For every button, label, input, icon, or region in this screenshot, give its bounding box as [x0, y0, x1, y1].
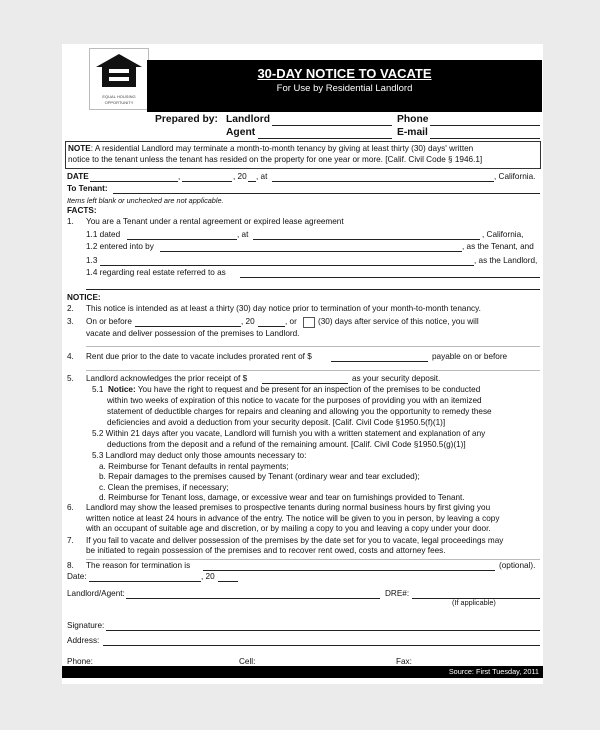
facts-num-1: 1. [67, 217, 74, 226]
divider-1 [86, 346, 540, 347]
fact-1-3-label: 1.3 [86, 256, 98, 265]
agent-label: Agent [226, 127, 256, 138]
notice-6-line2: written notice at least 24 hours in advance of the entry. The notice will be given to you in person, by leaving a copy [86, 514, 500, 523]
date-year-field[interactable] [248, 181, 256, 182]
facts-label: FACTS: [67, 206, 97, 215]
notice-num-6: 6. [67, 503, 74, 512]
lease-date-field[interactable] [127, 239, 237, 240]
fact-1-2-label: 1.2 entered into by [86, 242, 154, 251]
vacate-date-field[interactable] [135, 326, 241, 327]
notice-6-line3: with an occupant of suitable age and discretion, or by mailing a copy to you and leaving a copy under your door. [86, 524, 491, 533]
address-label: Address: [67, 636, 100, 645]
notice-8-reason: The reason for termination is [86, 561, 191, 570]
document-title: 30-DAY NOTICE TO VACATE [257, 66, 432, 81]
fact-1-1-dated: 1.1 dated [86, 230, 121, 239]
cell-label: Cell: [239, 657, 256, 666]
phone-field[interactable] [430, 125, 540, 126]
email-field[interactable] [430, 138, 540, 139]
real-estate-field-2[interactable] [86, 289, 540, 290]
fact-1-3-tail: , as the Landlord, [474, 256, 538, 265]
notice-6-line1: Landlord may show the leased premises to prospective tenants during normal business hours by first giving you [86, 503, 491, 512]
note-line-1: NOTE: A residential Landlord may terminate a month-to-month tenancy by giving at least thirty (30) days' written [68, 144, 474, 153]
real-estate-field[interactable] [240, 277, 540, 278]
termination-reason-field[interactable] [203, 570, 495, 571]
email-label: E-mail [397, 127, 428, 138]
notice-5-3-d: d. Reimburse for Tenant loss, damage, or excessive wear and tear on furnishings provided to Tenant. [99, 493, 465, 502]
notice-item-2: This notice is intended as at least a thirty (30) day notice prior to termination of your month-to-month tenancy. [86, 304, 481, 313]
title-banner [147, 60, 542, 112]
notice-num-2: 2. [67, 304, 74, 313]
source-footer [62, 666, 543, 678]
thirty-days-checkbox[interactable] [303, 317, 315, 328]
to-tenant-label: To Tenant: [67, 184, 108, 193]
phone-label: Phone [397, 114, 429, 125]
agent-field[interactable] [258, 138, 392, 139]
signature-label: Signature: [67, 621, 105, 630]
equal-housing-logo [89, 48, 149, 110]
landlord-name-field[interactable] [100, 265, 474, 266]
notice-5-deposit: Landlord acknowledges the prior receipt of $ [86, 374, 248, 383]
signature-field[interactable] [106, 630, 540, 631]
landlord-label: Landlord [226, 114, 271, 125]
notice-5-3-c: c. Clean the premises, if necessary; [99, 483, 229, 492]
notice-5-3-b: b. Repair damages to the premises caused by Tenant (ordinary wear and tear excluded); [99, 472, 420, 481]
notice-5-2: 5.2 Within 21 days after you vacate, Landlord will furnish you with a written statement and explanation of any [92, 429, 486, 438]
notice-5-1-line3: statement of deductible charges for repairs and cleaning and allowing you the opportunity to remedy these [107, 407, 492, 416]
notice-3-vacate: vacate and deliver possession of the premises to Landlord. [86, 329, 300, 338]
notice-3-thirty-days: (30) days after service of this notice, you will [318, 317, 479, 326]
notice-4-payable: payable on or before [432, 352, 508, 361]
divider-2 [86, 370, 540, 371]
fact-1-1-state: , California, [482, 230, 524, 239]
if-applicable-hint: (If applicable) [452, 598, 496, 607]
date-year-label: , 20 [233, 172, 247, 181]
blank-items-hint: Items left blank or unchecked are not applicable. [67, 196, 224, 205]
tenant-entered-field[interactable] [160, 251, 462, 252]
fact-1-1-at: , at [237, 230, 249, 239]
prorated-rent-field[interactable] [331, 361, 428, 362]
date-comma: , [178, 172, 181, 181]
source-text: Source: First Tuesday, 2011 [448, 667, 539, 676]
notice-5-2-line2: deductions from the deposit and a refund of the remaining amount. [Calif. Civil Code §1950.5(g)(1)] [107, 440, 466, 449]
signoff-date-field[interactable] [89, 581, 201, 582]
landlord-agent-label: Landlord/Agent: [67, 589, 125, 598]
landlord-agent-field[interactable] [126, 598, 380, 599]
tenant-name-field[interactable] [113, 193, 540, 194]
phone-label-bottom: Phone: [67, 657, 93, 666]
date-state: , California. [494, 172, 536, 181]
document-subtitle: For Use by Residential Landlord [276, 83, 413, 94]
notice-7-line2: be initiated to regain possession of the premises and to recover rent owed, costs and attorney fees. [86, 546, 446, 555]
signoff-date-label: Date: [67, 572, 87, 581]
notice-num-7: 7. [67, 536, 74, 545]
notice-5-1: 5.1 Notice: You have the right to request and be present for an inspection of the premises to be conducted [92, 385, 481, 394]
signoff-year-field[interactable] [218, 581, 238, 582]
notice-3-year: , 20 [241, 317, 255, 326]
notice-7-line1: If you fail to vacate and deliver possession of the premises by the date set for you to vacate, legal proceedings may [86, 536, 504, 545]
notice-num-5: 5. [67, 374, 74, 383]
vacate-year-field[interactable] [258, 326, 285, 327]
date-label: DATE [67, 172, 89, 181]
signoff-year-label: , 20 [201, 572, 215, 581]
notice-label: NOTICE: [67, 293, 101, 302]
dre-label: DRE#: [385, 589, 410, 598]
address-field[interactable] [103, 645, 540, 646]
document-page [62, 44, 543, 684]
notice-5-1-line2: within two weeks of expiration of this notice to vacate for the purposes of providing you with an itemized [107, 396, 482, 405]
fact-1-4-label: 1.4 regarding real estate referred to as [86, 268, 226, 277]
notice-3-or: , or [285, 317, 297, 326]
date-field[interactable] [90, 181, 178, 182]
house-icon [94, 53, 144, 89]
date-day-field[interactable] [182, 181, 232, 182]
notice-5-tail: as your security deposit. [352, 374, 441, 383]
fact-1-2-tail: , as the Tenant, and [462, 242, 534, 251]
note-line-2: notice to the tenant unless the tenant has resided on the property for one year or more. [Calif. Civil Code § 1946.1] [68, 155, 483, 164]
notice-5-3-a: a. Reimburse for Tenant defaults in rental payments; [99, 462, 289, 471]
notice-5-1-line4: deficiencies and avoid a deduction from your security deposit. [Calif. Civil Code §1950.5(f)(1)] [107, 418, 446, 427]
notice-num-3: 3. [67, 317, 74, 326]
facts-item-1: You are a Tenant under a rental agreement or expired lease agreement [86, 217, 344, 226]
prepared-by-label: Prepared by: [155, 114, 218, 125]
date-at-label: , at [256, 172, 268, 181]
notice-5-3: 5.3 Landlord may deduct only those amounts necessary to: [92, 451, 307, 460]
divider-3 [86, 559, 540, 560]
logo-caption-2: OPPORTUNITY [104, 100, 134, 105]
fax-label: Fax: [396, 657, 412, 666]
notice-num-8: 8. [67, 561, 74, 570]
logo-caption-1: EQUAL HOUSING [102, 94, 136, 99]
notice-3-on-before: On or before [86, 317, 132, 326]
notice-4-rent: Rent due prior to the date to vacate includes prorated rent of $ [86, 352, 312, 361]
landlord-field[interactable] [272, 125, 392, 126]
lease-location-field[interactable] [253, 239, 480, 240]
deposit-amount-field[interactable] [262, 383, 348, 384]
date-location-field[interactable] [272, 181, 494, 182]
notice-8-optional: (optional). [499, 561, 536, 570]
notice-num-4: 4. [67, 352, 74, 361]
